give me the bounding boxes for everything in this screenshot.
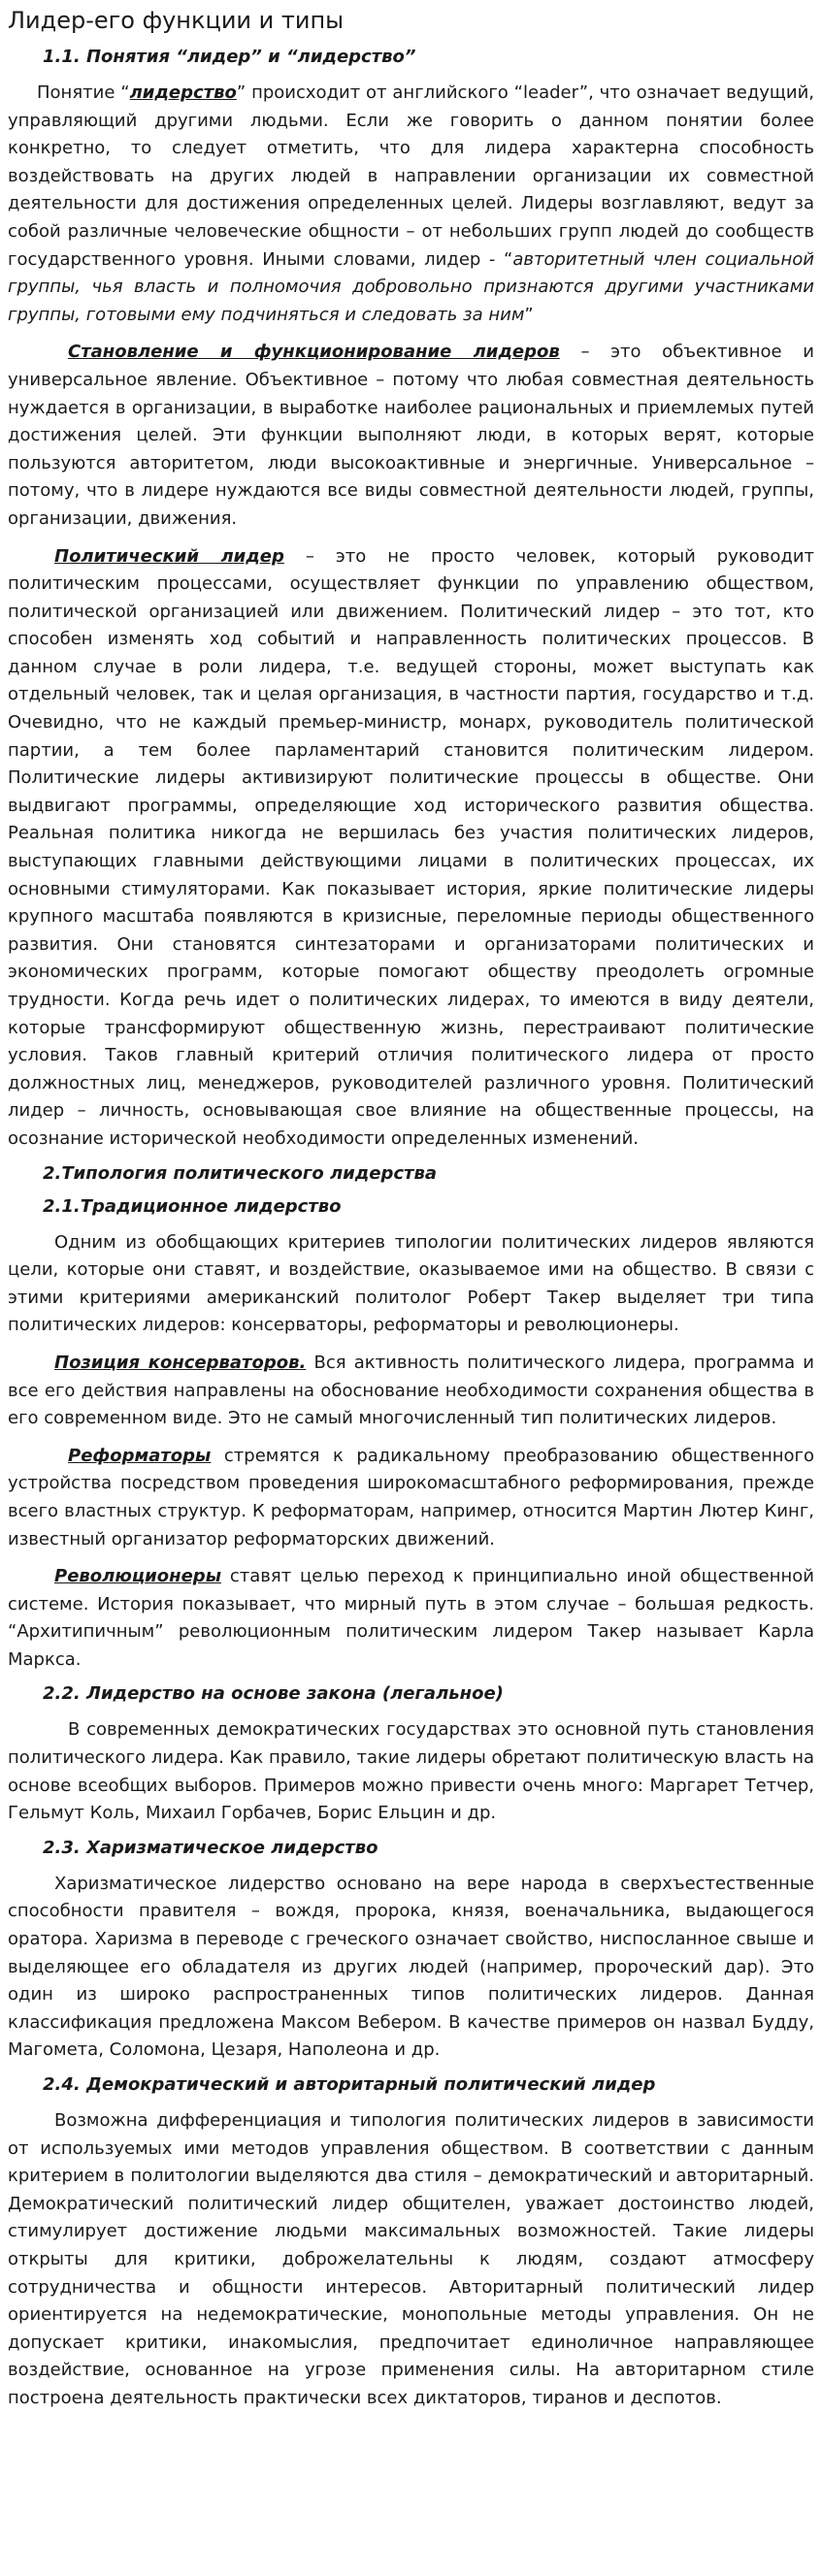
term-revolutionaries: Революционеры bbox=[54, 1566, 221, 1587]
term-formation: Становление и функционирование лидеров bbox=[68, 342, 560, 363]
paragraph-criteria: Одним из обобщающих критериев типологии политических лидеров являются цели, которые они ставят, и воздействие, оказываемое ими на общество. В связи с этими критериями американский политолог Роберт Такер выделяет три типа политических лидеров: консерваторы, реформаторы и революционеры. bbox=[8, 1231, 814, 1336]
subsection-heading-democratic-authoritarian: 2.4. Демократический и авторитарный политический лидер bbox=[43, 2074, 656, 2095]
term-conservatives: Позиция консерваторов. bbox=[54, 1352, 307, 1373]
text-fragment: Понятие “ bbox=[37, 82, 130, 103]
page-title: Лидер-его функции и типы bbox=[8, 7, 345, 34]
text-fragment: ” происходит от английского “leader”, что означает ведущий, управляющий другими людьми. Если же говорить о данном понятии более конкретно, то следует отметить, что для лидера характерна способность воздействовать на других людей в направлении организации их совместной деятельности для достижения определенных целей. Лидеры возглавляют, ведут за собой различные человеческие общности – от небольших групп людей до сообществ государственного уровня. Иными словами, лидер - “ bbox=[8, 82, 814, 270]
subsection-heading-charismatic: 2.3. Харизматическое лидерство bbox=[43, 1837, 378, 1858]
leader-quote: авторитетный член социальной группы, чья власть и полномочия добровольно признаются другими участниками группы, готовыми ему подчиняться и следовать за ним bbox=[8, 248, 814, 325]
paragraph-political-leader bbox=[8, 543, 814, 1154]
paragraph-conservatives bbox=[8, 1350, 814, 1433]
text-fragment: – это не просто человек, который руководит политическим процессами, осуществляет функции по управлению обществом, политической организацией или движением. Политический лидер – это тот, кто способен изменять ход событий и направленность политических процессов. В данном случае в роли лидера, т.е. ведущей стороны, может выступать как отдельный человек, так и целая организация, в частности партия, государство и т.д. Очевидно, что не каждый премьер-министр, монарх, руководитель политической партии, а тем более парламентарий становится политическим лидером. Политические лидеры активизируют политические процессы в обществе. Они выдвигают программы, определяющие ход исторического развития общества. Реальная политика никогда не вершилась без участия политических лидеров, выступающих главными действующими лицами в политических процессах, их основными стимуляторами. Как показывает история, яркие политические лидеры крупного масштаба появляются в кризисные, переломные периоды общественного развития. Они становятся синтезаторами и организаторами политических и экономических программ, которые помогают обществу преодолеть огромные трудности. Когда речь идет о политических лидерах, то имеются в виду деятели, которые трансформируют общественную жизнь, перестраивают политические условия. Таков главный критерий отличия политического лидера от просто должностных лиц, менеджеров, руководителей различного уровня. Политический лидер – личность, основывающая свое влияние на общественные процессы, на осознание исторической необходимости определенных изменений. bbox=[8, 545, 815, 1149]
paragraph-legal: В современных демократических государствах это основной путь становления политического лидера. Как правило, такие лидеры обретают политическую власть на основе всеобщих выборов. Примеров можно привести очень много: Маргарет Тетчер, Гельмут Коль, Михаил Горбачев, Борис Ельцин и др. bbox=[8, 1719, 814, 1824]
text-fragment: стремятся к радикальному преобразованию общественного устройства посредством проведения широкомасштабного реформирования, прежде всего властных структур. К реформаторам, например, относится Мартин Лютер Кинг, известный организатор реформаторских движений. bbox=[8, 1445, 814, 1549]
subsection-heading-legal: 2.2. Лидерство на основе закона (легальное) bbox=[43, 1683, 504, 1705]
term-reformers: Реформаторы bbox=[68, 1445, 212, 1466]
paragraph-reformers bbox=[8, 1443, 814, 1553]
paragraph-revolutionaries bbox=[8, 1563, 814, 1674]
text-fragment: ” bbox=[524, 304, 534, 325]
paragraph-leadership-definition bbox=[8, 80, 814, 329]
subsection-heading-traditional: 2.1.Традиционное лидерство bbox=[43, 1195, 342, 1217]
section-heading-concepts: 1.1. Понятия “лидер” и “лидерство” bbox=[43, 47, 416, 67]
section-heading-typology: 2.Типология политического лидерства bbox=[43, 1162, 438, 1184]
text-fragment: Вся активность политического лидера, программа и все его действия направлены на обоснование необходимости сохранения общества в его современном виде. Это не самый многочисленный тип политических лидеров. bbox=[8, 1352, 814, 1429]
paragraph-formation bbox=[8, 339, 814, 533]
text-fragment: ставят целью переход к принципиально иной общественной системе. История показывает, что мирный путь в этом случае – большая редкость. “Архитипичным” революционным политическим лидером Такер называет Карла Маркса. bbox=[8, 1566, 814, 1670]
paragraph-democratic-authoritarian: Возможна дифференциация и типология политических лидеров в зависимости от используемых ими методов управления обществом. В соответствии с данным критерием в политологии выделяются два стиля – демократический и авторитарный. Демократический политический лидер общителен, уважает достоинство людей, стимулирует достижение людьми максимальных возможностей. Такие лидеры открыты для критики, доброжелательны к людям, создают атмосферу сотрудничества и общности интересов. Авторитарный политический лидер ориентируется на недемократические, монопольные методы управления. Он не допускает критики, инакомыслия, предпочитает единоличное направляющее воздействие, основанное на угрозе применения силы. На авторитарном стиле построена деятельность практически всех диктаторов, тиранов и деспотов. bbox=[8, 2110, 814, 2408]
paragraph-charismatic: Харизматическое лидерство основано на вере народа в сверхъестественные способности правителя – вождя, пророка, князя, военачальника, выдающегося оратора. Харизма в переводе с греческого означает свойство, ниспосланное свыше и выделяющее его обладателя из других людей (например, пророческий дар). Это один из широко распространенных типов политических лидеров. Данная классификация предложена Максом Вебером. В качестве примеров он назвал Будду, Магомета, Соломона, Цезаря, Наполеона и др. bbox=[8, 1873, 814, 2061]
term-political-leader: Политический лидер bbox=[54, 545, 284, 567]
term-leadership: лидерство bbox=[129, 82, 237, 103]
text-fragment: – это объективное и универсальное явление. Объективное – потому что любая совместная деятельность нуждается в организации, в выработке наиболее рациональных и приемлемых путей достижения целей. Эти функции выполняют люди, в которых верят, которые пользуются авторитетом, люди высокоактивные и энергичные. Универсальное – потому, что в лидере нуждаются все виды совместной деятельности людей, группы, организации, движения. bbox=[8, 342, 814, 529]
